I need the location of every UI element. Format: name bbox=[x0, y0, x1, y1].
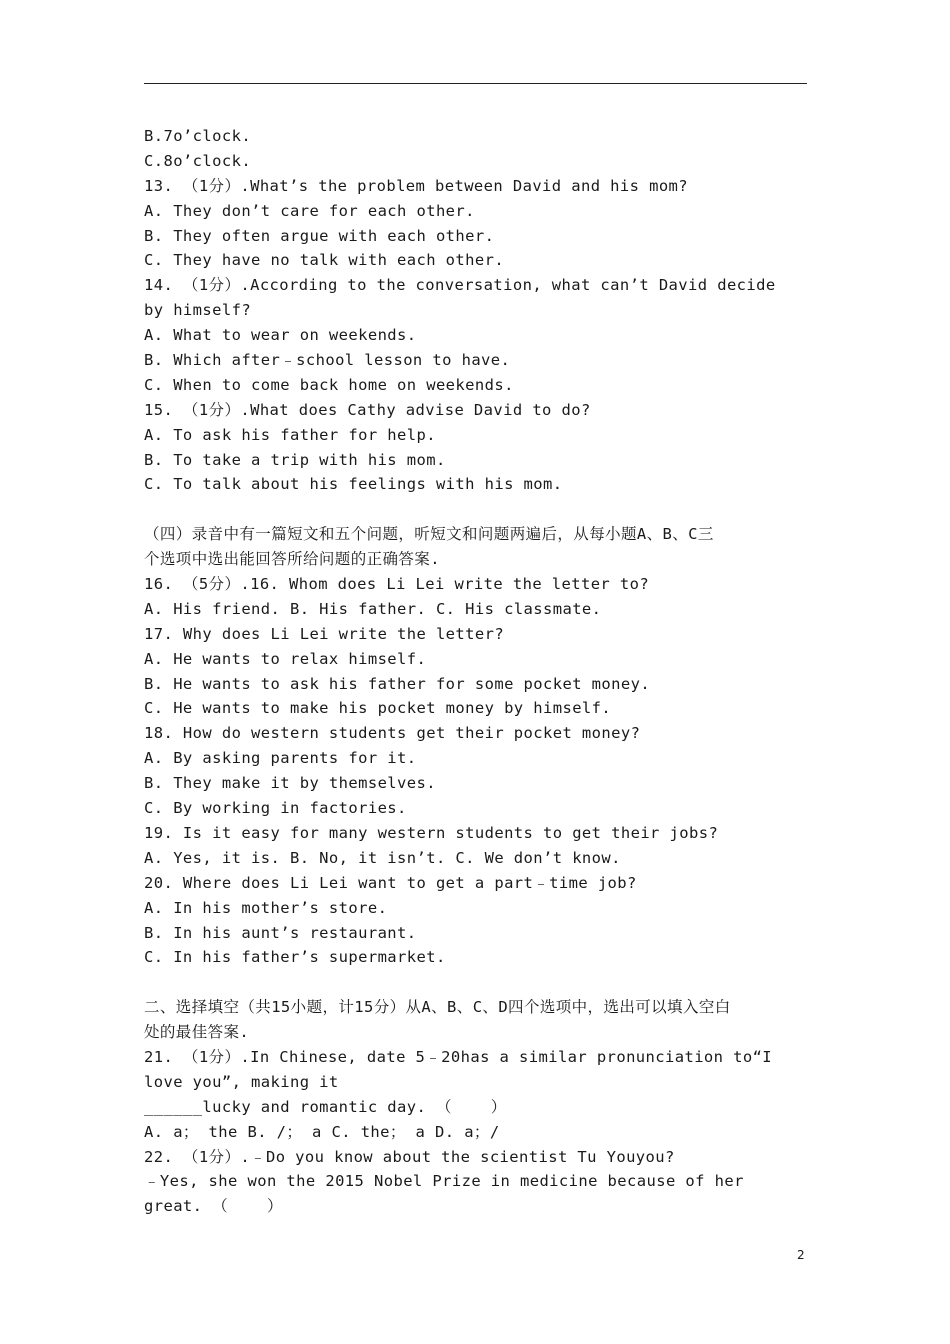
text-line: C. He wants to make his pocket money by himself. bbox=[144, 699, 612, 718]
text-line: B. He wants to ask his father for some pocket money. bbox=[144, 674, 651, 693]
text-line: B. They often argue with each other. bbox=[144, 226, 495, 245]
text-line: by himself? bbox=[144, 301, 252, 320]
text-line: A. What to wear on weekends. bbox=[144, 326, 417, 345]
text-line: 20. Where does Li Lei want to get a part﹣time job? bbox=[144, 873, 637, 892]
header-rule bbox=[144, 83, 807, 84]
text-line: A. To ask his father for help. bbox=[144, 425, 436, 444]
blank-line bbox=[144, 970, 816, 995]
text-line: A. Yes, it is. B. No, it isn’t. C. We don’t know. bbox=[144, 848, 621, 867]
blank-line bbox=[144, 497, 816, 522]
text-line: B.7o’clock. bbox=[144, 127, 252, 145]
text-line: B. In his aunt’s restaurant. bbox=[144, 923, 417, 942]
text-line: B. They make it by themselves. bbox=[144, 774, 436, 793]
text-line: ______lucky and romantic day. （ ） bbox=[144, 1097, 507, 1116]
text-line: C. To talk about his feelings with his mom. bbox=[144, 475, 563, 494]
text-line: love you”, making it bbox=[144, 1072, 339, 1091]
text-line: 处的最佳答案. bbox=[144, 1023, 250, 1042]
text-line: C. By working in factories. bbox=[144, 799, 407, 818]
text-line: A. His friend. B. His father. C. His classmate. bbox=[144, 599, 602, 618]
text-line: 21. （1分）.In Chinese, date 5﹣20has a similar pronunciation to“I bbox=[144, 1047, 773, 1066]
text-line: C. When to come back home on weekends. bbox=[144, 375, 514, 394]
text-line: B. Which after﹣school lesson to have. bbox=[144, 351, 511, 370]
text-line: C.8o’clock. bbox=[144, 151, 252, 170]
text-line: B. To take a trip with his mom. bbox=[144, 450, 446, 469]
text-line: great. （ ） bbox=[144, 1197, 283, 1216]
text-line: 14. （1分）.According to the conversation, what can’t David decide bbox=[144, 276, 776, 295]
text-line: ﹣Yes, she won the 2015 Nobel Prize in medicine because of her bbox=[144, 1172, 744, 1191]
text-line: A. By asking parents for it. bbox=[144, 749, 417, 768]
text-line: 19. Is it easy for many western students to get their jobs? bbox=[144, 823, 719, 842]
text-line: C. They have no talk with each other. bbox=[144, 251, 505, 270]
text-line: 17. Why does Li Lei write the letter? bbox=[144, 624, 505, 643]
text-line: （四）录音中有一篇短文和五个问题，听短文和问题两遍后，从每小题A、B、C三 bbox=[144, 525, 714, 544]
document-body bbox=[144, 124, 816, 1219]
text-line: A. In his mother’s store. bbox=[144, 898, 388, 917]
text-line: 13. （1分）.What’s the problem between David and his mom? bbox=[144, 176, 689, 195]
text-line: 二、选择填空（共15小题，计15分）从A、B、C、D四个选项中，选出可以填入空白 bbox=[144, 998, 731, 1017]
text-line: A. a； the B. /； a C. the； a D. a；/ bbox=[144, 1122, 500, 1141]
text-line: 18. How do western students get their pocket money? bbox=[144, 724, 641, 743]
text-line: C. In his father’s supermarket. bbox=[144, 948, 446, 967]
text-line: 15. （1分）.What does Cathy advise David to do? bbox=[144, 400, 591, 419]
text-line: 个选项中选出能回答所给问题的正确答案. bbox=[144, 550, 440, 569]
page-number: 2 bbox=[797, 1248, 805, 1262]
text-line: A. He wants to relax himself. bbox=[144, 649, 427, 668]
text-line: 16. （5分）.16. Whom does Li Lei write the letter to? bbox=[144, 575, 650, 594]
text-line: A. They don’t care for each other. bbox=[144, 201, 475, 220]
text-line: 22. （1分）.﹣Do you know about the scientist Tu Youyou? bbox=[144, 1147, 675, 1166]
